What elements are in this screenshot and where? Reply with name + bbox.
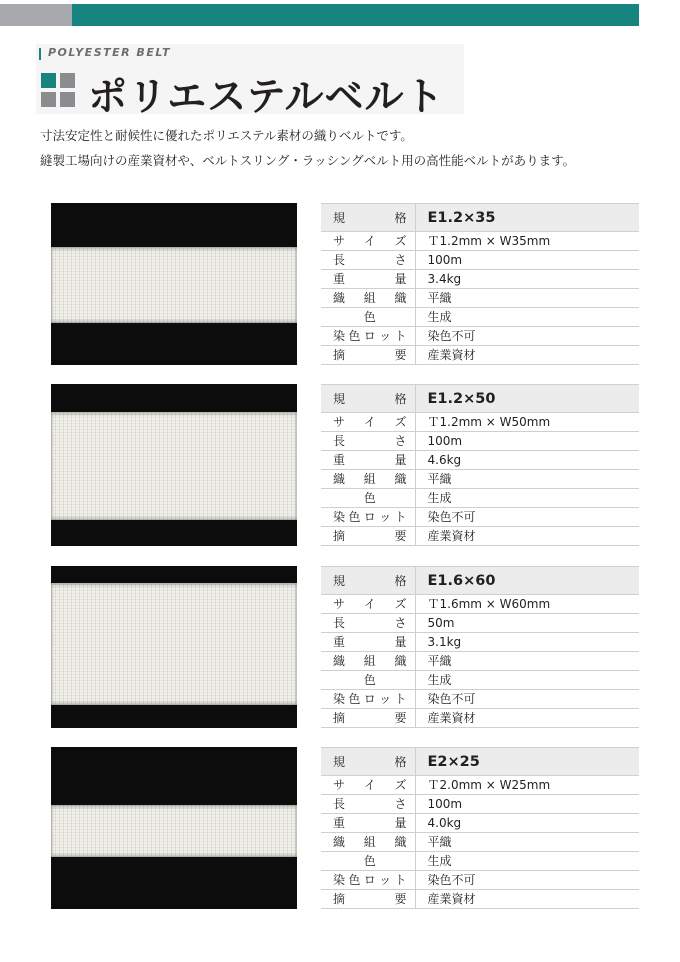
spec-row-dye-lot [321, 690, 639, 709]
spec-label-char: 織 [333, 654, 346, 668]
spec-label-char: 摘 [333, 348, 346, 362]
spec-value: 生成 [415, 852, 639, 871]
spec-label-char: ズ [394, 415, 407, 429]
spec-label-char: 要 [394, 892, 407, 906]
top-bar-gray-segment [0, 4, 72, 26]
spec-label-char: 長 [333, 434, 346, 448]
spec-label [321, 652, 415, 671]
top-bar-teal-segment [72, 4, 639, 26]
spec-label [321, 633, 415, 652]
spec-label-char: 要 [394, 529, 407, 543]
spec-row-model [321, 385, 639, 413]
spec-row-size [321, 595, 639, 614]
page-title: ポリエステルベルト [88, 75, 445, 120]
spec-label-char: 織 [394, 654, 407, 668]
spec-row-weave [321, 289, 639, 308]
spec-label-char: 格 [394, 754, 407, 769]
spec-label-char: 摘 [333, 711, 346, 725]
model-value: E1.6×60 [415, 567, 639, 595]
spec-value: Ｔ1.2mm × W35mm [415, 232, 639, 251]
spec-label [321, 527, 415, 546]
spec-label-char: 織 [394, 472, 407, 486]
belt-photo [51, 384, 297, 546]
product-block [51, 566, 639, 728]
spec-label [321, 690, 415, 709]
spec-label-char: 織 [333, 835, 346, 849]
spec-table [321, 384, 639, 546]
spec-label-char: 量 [394, 453, 407, 467]
spec-label [321, 470, 415, 489]
spec-table [321, 203, 639, 365]
spec-label [321, 795, 415, 814]
spec-label [321, 671, 415, 690]
spec-value: 生成 [415, 489, 639, 508]
spec-row-length [321, 795, 639, 814]
product-block [51, 747, 639, 909]
spec-label-char: ッ [379, 329, 392, 343]
spec-row-summary [321, 890, 639, 909]
model-value: E1.2×50 [415, 385, 639, 413]
spec-label [321, 204, 415, 232]
spec-label-char: ト [394, 329, 407, 343]
spec-label [321, 413, 415, 432]
spec-value: 100m [415, 795, 639, 814]
spec-row-size [321, 776, 639, 795]
spec-label-char: 染 [333, 692, 346, 706]
spec-label-char: 規 [333, 391, 346, 406]
spec-label-char: 規 [333, 754, 346, 769]
spec-label-char: 色 [348, 873, 361, 887]
spec-label-char: 要 [394, 711, 407, 725]
spec-value: 平織 [415, 652, 639, 671]
belt-webbing [51, 247, 297, 323]
spec-value: 染色不可 [415, 327, 639, 346]
spec-label-char: ロ [363, 692, 376, 706]
spec-label-char: 量 [394, 816, 407, 830]
spec-label-char: 重 [333, 816, 346, 830]
spec-row-color [321, 308, 639, 327]
spec-label-char: サ [333, 415, 346, 429]
spec-label-char: 織 [394, 291, 407, 305]
spec-label-char: 組 [363, 472, 376, 486]
spec-label-char: 織 [394, 835, 407, 849]
spec-row-color [321, 852, 639, 871]
spec-row-summary [321, 527, 639, 546]
belt-webbing [51, 583, 297, 705]
spec-label-char: 色 [363, 854, 376, 868]
spec-label [321, 709, 415, 728]
spec-label-char: 格 [394, 210, 407, 225]
spec-row-color [321, 489, 639, 508]
top-color-bar [0, 4, 639, 26]
spec-row-weight [321, 270, 639, 289]
spec-label [321, 451, 415, 470]
spec-label-char: 色 [348, 329, 361, 343]
spec-label-char: さ [394, 434, 407, 448]
spec-label-char: ズ [394, 597, 407, 611]
spec-label-char: 長 [333, 797, 346, 811]
spec-label-char: 格 [394, 391, 407, 406]
belt-photo [51, 566, 297, 728]
spec-label-char: 重 [333, 453, 346, 467]
spec-label [321, 385, 415, 413]
spec-value: Ｔ2.0mm × W25mm [415, 776, 639, 795]
spec-label-char: イ [363, 234, 376, 248]
spec-label-char: サ [333, 234, 346, 248]
spec-label-char: 色 [348, 692, 361, 706]
four-squares-logo-icon [41, 73, 75, 107]
spec-row-color [321, 671, 639, 690]
spec-label-char: 染 [333, 873, 346, 887]
spec-label-char: さ [394, 797, 407, 811]
spec-label-char: 量 [394, 272, 407, 286]
spec-label-char: 量 [394, 635, 407, 649]
spec-row-dye-lot [321, 327, 639, 346]
spec-label-char: ロ [363, 329, 376, 343]
model-value: E1.2×35 [415, 204, 639, 232]
spec-row-model [321, 748, 639, 776]
spec-row-length [321, 251, 639, 270]
spec-row-summary [321, 709, 639, 728]
spec-label-char: 長 [333, 253, 346, 267]
spec-row-model [321, 567, 639, 595]
intro-line-1: 寸法安定性と耐候性に優れたポリエステル素材の織りベルトです。 [40, 128, 413, 143]
spec-label-char: 重 [333, 272, 346, 286]
spec-value: 生成 [415, 671, 639, 690]
eyebrow-rule [39, 48, 41, 60]
spec-row-weight [321, 814, 639, 833]
spec-label-char: 組 [363, 654, 376, 668]
spec-value: 100m [415, 251, 639, 270]
spec-label [321, 776, 415, 795]
spec-row-weave [321, 833, 639, 852]
spec-label [321, 567, 415, 595]
spec-row-model [321, 204, 639, 232]
spec-label-char: さ [394, 616, 407, 630]
spec-row-size [321, 413, 639, 432]
spec-label-char: 組 [363, 291, 376, 305]
spec-label-char: イ [363, 415, 376, 429]
spec-label [321, 595, 415, 614]
spec-label-char: 色 [363, 491, 376, 505]
belt-photo [51, 747, 297, 909]
spec-label-char: ッ [379, 692, 392, 706]
belt-photo [51, 203, 297, 365]
spec-label [321, 852, 415, 871]
spec-value: Ｔ1.6mm × W60mm [415, 595, 639, 614]
spec-value: Ｔ1.2mm × W50mm [415, 413, 639, 432]
spec-label-char: ロ [363, 510, 376, 524]
spec-value: 染色不可 [415, 871, 639, 890]
spec-label-char: イ [363, 597, 376, 611]
spec-value: 産業資材 [415, 890, 639, 909]
spec-label-char: 織 [333, 291, 346, 305]
product-block [51, 384, 639, 546]
spec-label-char: 色 [348, 510, 361, 524]
spec-label-char: ズ [394, 234, 407, 248]
spec-label-char: 染 [333, 329, 346, 343]
eyebrow-title: POLYESTER BELT [48, 46, 172, 59]
spec-value: 平織 [415, 470, 639, 489]
spec-label-char: 要 [394, 348, 407, 362]
spec-label [321, 890, 415, 909]
spec-value: 4.6kg [415, 451, 639, 470]
spec-label-char: 色 [363, 673, 376, 687]
spec-table [321, 747, 639, 909]
spec-label [321, 308, 415, 327]
product-block [51, 203, 639, 365]
spec-label-char: サ [333, 597, 346, 611]
spec-label-char: 組 [363, 835, 376, 849]
spec-label-char: 織 [333, 472, 346, 486]
spec-label-char: ッ [379, 510, 392, 524]
spec-label [321, 871, 415, 890]
spec-label-char: 重 [333, 635, 346, 649]
spec-label [321, 508, 415, 527]
spec-value: 生成 [415, 308, 639, 327]
spec-label [321, 833, 415, 852]
spec-row-dye-lot [321, 871, 639, 890]
spec-label [321, 270, 415, 289]
spec-row-length [321, 614, 639, 633]
belt-webbing [51, 412, 297, 520]
spec-label-char: ト [394, 510, 407, 524]
spec-value: 産業資材 [415, 346, 639, 365]
spec-row-length [321, 432, 639, 451]
spec-value: 平織 [415, 833, 639, 852]
spec-value: 染色不可 [415, 690, 639, 709]
spec-label [321, 251, 415, 270]
spec-value: 平織 [415, 289, 639, 308]
spec-table [321, 566, 639, 728]
spec-label-char: ト [394, 873, 407, 887]
spec-label-char: 摘 [333, 892, 346, 906]
spec-label-char: イ [363, 778, 376, 792]
spec-label-char: ロ [363, 873, 376, 887]
spec-value: 染色不可 [415, 508, 639, 527]
spec-label [321, 814, 415, 833]
spec-label [321, 748, 415, 776]
spec-label-char: さ [394, 253, 407, 267]
spec-value: 3.1kg [415, 633, 639, 652]
belt-webbing [51, 805, 297, 857]
spec-row-summary [321, 346, 639, 365]
spec-label-char: 格 [394, 573, 407, 588]
spec-label-char: サ [333, 778, 346, 792]
spec-label-char: 摘 [333, 529, 346, 543]
spec-row-size [321, 232, 639, 251]
spec-label [321, 489, 415, 508]
spec-value: 100m [415, 432, 639, 451]
spec-label [321, 289, 415, 308]
intro-line-2: 縫製工場向けの産業資材や、ベルトスリング・ラッシングベルト用の高性能ベルトがあります。 [40, 153, 576, 168]
model-value: E2×25 [415, 748, 639, 776]
spec-label-char: ズ [394, 778, 407, 792]
spec-label [321, 232, 415, 251]
spec-value: 産業資材 [415, 527, 639, 546]
spec-label-char: 染 [333, 510, 346, 524]
spec-label-char: 色 [363, 310, 376, 324]
spec-value: 産業資材 [415, 709, 639, 728]
spec-label-char: 規 [333, 210, 346, 225]
spec-value: 3.4kg [415, 270, 639, 289]
spec-row-weight [321, 633, 639, 652]
spec-label [321, 346, 415, 365]
spec-label-char: 長 [333, 616, 346, 630]
spec-row-weave [321, 470, 639, 489]
spec-label [321, 432, 415, 451]
spec-row-dye-lot [321, 508, 639, 527]
spec-label-char: 規 [333, 573, 346, 588]
spec-row-weight [321, 451, 639, 470]
spec-value: 4.0kg [415, 814, 639, 833]
spec-value: 50m [415, 614, 639, 633]
spec-label [321, 614, 415, 633]
spec-label [321, 327, 415, 346]
spec-label-char: ッ [379, 873, 392, 887]
spec-label-char: ト [394, 692, 407, 706]
spec-row-weave [321, 652, 639, 671]
